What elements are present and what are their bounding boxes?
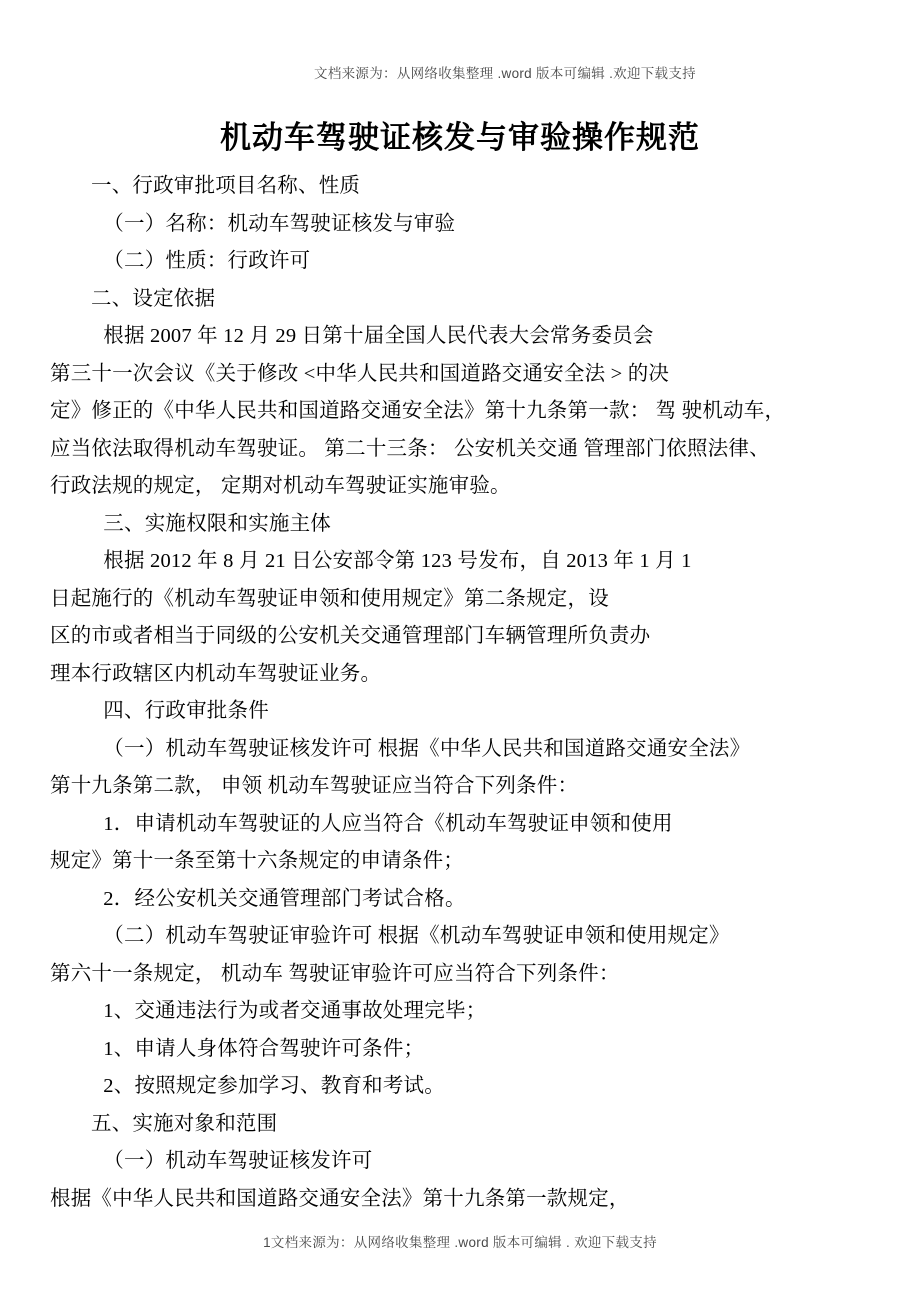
document-paragraph: （二）机动车驾驶证审验许可 根据《机动车驾驶证申领和使用规定》 [103, 925, 730, 947]
document-paragraph: 第十九条第二款， 申领 机动车驾驶证应当符合下列条件： [50, 775, 579, 797]
document-paragraph: 第六十一条规定， 机动车 驾驶证审验许可应当符合下列条件： [50, 962, 620, 985]
document-paragraph: 一、行政审批项目名称、性质 [91, 175, 361, 197]
document-paragraph: 四、行政审批条件 [103, 700, 269, 722]
document-paragraph: 二、设定依据 [91, 287, 216, 310]
document-paragraph: （一）机动车驾驶证核发许可 [103, 1150, 373, 1172]
document-paragraph: 规定》第十一条至第十六条规定的申请条件； [50, 850, 464, 872]
document-paragraph: 1、申请人身体符合驾驶许可条件； [103, 1037, 425, 1060]
document-paragraph: 五、实施对象和范围 [91, 1112, 278, 1135]
header-watermark-note: 文档来源为：从网络收集整理 .word 版本可编辑 .欢迎下载支持 [314, 66, 696, 81]
document-paragraph: 2、按照规定参加学习、教育和考试。 [103, 1075, 445, 1097]
document-paragraph: （二）性质：行政许可 [103, 250, 311, 272]
document-paragraph: 根据 2012 年 8 月 21 日公安部令第 123 号发布，自 2013 年 1 月 1 [103, 550, 692, 572]
document-body [50, 168, 880, 1218]
document-paragraph: 理本行政辖区内机动车驾驶证业务。 [50, 662, 382, 685]
document-paragraph: 1、交通违法行为或者交通事故处理完毕； [103, 1000, 487, 1022]
footer-watermark-note [0, 1231, 920, 1251]
document-paragraph: 2．经公安机关交通管理部门考试合格。 [103, 887, 466, 910]
document-paragraph: 区的市或者相当于同级的公安机关交通管理部门车辆管理所负责办 [50, 625, 651, 647]
document-paragraph: 根据 2007 年 12 月 29 日第十届全国人民代表大会常务委员会 [103, 325, 654, 347]
page-number: 1 [263, 1235, 271, 1250]
document-paragraph: 应当依法取得机动车驾驶证。 第二十三条： 公安机关交通 管理部门依照法律、 [50, 437, 770, 460]
document-paragraph: 根据《中华人民共和国道路交通安全法》第十九条第一款规定， [50, 1187, 630, 1210]
document-paragraph: 日起施行的《机动车驾驶证申领和使用规定》第二条规定，设 [50, 587, 609, 610]
document-paragraph: 行政法规的规定， 定期对机动车驾驶证实施审验。 [50, 475, 511, 497]
document-paragraph: 三、实施权限和实施主体 [103, 512, 331, 535]
page-title: 机动车驾驶证核发与审验操作规范 [220, 120, 700, 155]
document-paragraph: （一）机动车驾驶证核发许可 根据《中华人民共和国道路交通安全法》 [103, 737, 751, 760]
footer-note-text: 文档来源为：从网络收集整理 .word 版本可编辑 . 欢迎下载支持 [270, 1235, 657, 1250]
document-paragraph: （一）名称：机动车驾驶证核发与审验 [103, 212, 456, 235]
document-paragraph: 定》修正的《中华人民共和国道路交通安全法》第十九条第一款： 驾 驶机动车， [50, 400, 786, 422]
document-paragraph: 1．申请机动车驾驶证的人应当符合《机动车驾驶证申领和使用 [103, 812, 673, 835]
document-paragraph: 第三十一次会议《关于修改 <中华人民共和国道路交通安全法 > 的决 [50, 362, 670, 385]
